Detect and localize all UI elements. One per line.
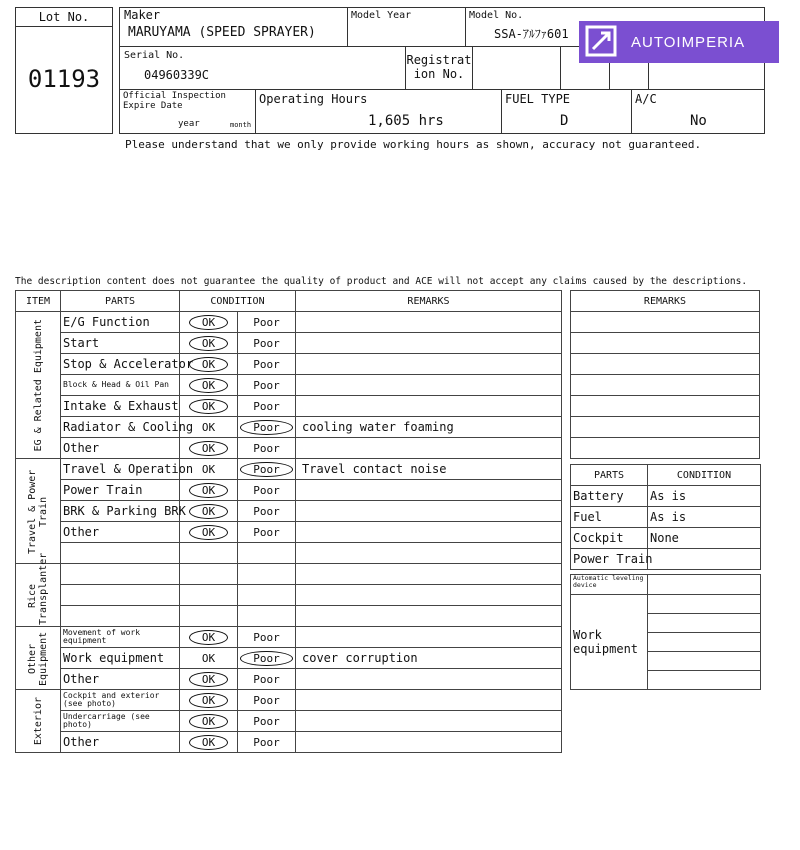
- table-row: [16, 690, 562, 711]
- inspection-label-1: Official Inspection: [123, 91, 226, 101]
- poor-option: [238, 354, 296, 375]
- item-group-text: Travel & Power Train: [27, 468, 49, 554]
- part-name: Start: [61, 333, 180, 354]
- remark: [296, 312, 562, 333]
- part-name: Other: [61, 522, 180, 543]
- poor-label: Poor: [253, 673, 280, 686]
- right-remarks-row: [571, 396, 760, 417]
- poor-label: Poor: [253, 358, 280, 371]
- poor-label: Poor: [253, 736, 280, 749]
- disclaimer: The description content does not guarantee the quality of product and ACE will not accept any claims caused by the descriptions.: [15, 276, 748, 287]
- item-group-label: [16, 552, 61, 627]
- part-name: [61, 606, 180, 627]
- poor-label: Poor: [253, 526, 280, 539]
- part-name: Intake & Exhaust: [61, 396, 180, 417]
- autoimperia-logo: [579, 21, 779, 63]
- right-part-condition: None: [648, 528, 761, 549]
- ok-label: OK: [201, 463, 216, 476]
- fuel-cell: [501, 89, 632, 134]
- auto-leveling-label: Automatic leveling device: [571, 575, 648, 595]
- inspection-cell: [119, 89, 256, 134]
- poor-option: [238, 564, 296, 585]
- ok-option: [180, 564, 238, 585]
- right-part-name: Battery: [571, 486, 648, 507]
- table-row: [16, 543, 562, 564]
- logo-text: AUTOIMPERIA: [631, 33, 746, 51]
- remark: [296, 354, 562, 375]
- work-equipment-value: [648, 633, 761, 652]
- remark: [296, 333, 562, 354]
- ok-option: [180, 711, 238, 732]
- remark: [296, 606, 562, 627]
- poor-label: Poor: [253, 316, 280, 329]
- ok-label: OK: [189, 357, 228, 372]
- poor-label: Poor: [253, 484, 280, 497]
- lot-value: 01193: [27, 65, 101, 93]
- item-group-text: Exterior: [32, 696, 44, 746]
- remarks-header: REMARKS: [296, 291, 562, 312]
- right-remarks-row: [571, 312, 760, 333]
- poor-option: [238, 669, 296, 690]
- table-row: [16, 606, 562, 627]
- maker-value: MARUYAMA (SPEED SPRAYER): [128, 25, 316, 40]
- registration-value-cell-1: [472, 46, 561, 90]
- work-equipment-value: [648, 595, 761, 614]
- item-group-text: Rice Transplanter: [27, 552, 49, 625]
- table-row: [16, 375, 562, 396]
- part-name: BRK & Parking BRK: [61, 501, 180, 522]
- model-year-label: Model Year: [351, 10, 412, 21]
- poor-label: Poor: [253, 694, 280, 707]
- table-row: [16, 417, 562, 438]
- ok-option: [180, 438, 238, 459]
- work-equipment-value: [648, 652, 761, 671]
- model-year-cell: [347, 7, 466, 47]
- registration-label-cell: [405, 46, 473, 90]
- poor-label: Poor: [253, 337, 280, 350]
- right-part-name: Power Train: [571, 549, 648, 570]
- right-part-name: Cockpit: [571, 528, 648, 549]
- right-part-condition: [648, 549, 761, 570]
- ac-label: A/C: [635, 92, 657, 106]
- ok-option: [180, 732, 238, 753]
- ok-option: [180, 648, 238, 669]
- remark: [296, 522, 562, 543]
- table-row: [16, 312, 562, 333]
- work-equipment-value: [648, 614, 761, 633]
- condition-header: CONDITION: [180, 291, 296, 312]
- poor-option: [238, 501, 296, 522]
- remark: cover corruption: [296, 648, 562, 669]
- working-hours-notice: Please understand that we only provide working hours as shown, accuracy not guaranteed.: [125, 138, 702, 151]
- model-no-value: SSA-ｱﾙﾌｧ601: [494, 27, 569, 41]
- poor-option: [238, 627, 296, 648]
- poor-option: [238, 438, 296, 459]
- table-row: [16, 354, 562, 375]
- ok-label: OK: [189, 483, 228, 498]
- right-work-equipment-table: [570, 574, 761, 690]
- hours-value: 1,605 hrs: [368, 113, 444, 129]
- ok-option: [180, 585, 238, 606]
- poor-label: Poor: [240, 651, 293, 666]
- ok-option: [180, 501, 238, 522]
- right-part-condition: As is: [648, 486, 761, 507]
- ac-value: No: [690, 113, 707, 129]
- poor-label: Poor: [253, 400, 280, 413]
- remark: [296, 375, 562, 396]
- ok-label: OK: [189, 378, 228, 393]
- table-row: [16, 396, 562, 417]
- right-remarks-header: REMARKS: [571, 291, 760, 312]
- right-parts-row: [571, 486, 761, 507]
- hours-cell: [255, 89, 502, 134]
- part-name: E/G Function: [61, 312, 180, 333]
- maker-cell: [119, 7, 348, 47]
- right-remarks-row: [571, 354, 760, 375]
- inspection-label-2: Expire Date: [123, 101, 183, 111]
- serial-cell: [119, 46, 406, 90]
- remark: [296, 543, 562, 564]
- ok-label: OK: [189, 693, 228, 708]
- serial-label: Serial No.: [124, 50, 185, 61]
- table-row: [16, 459, 562, 480]
- ok-label: OK: [189, 735, 228, 750]
- table-row: [16, 648, 562, 669]
- ok-option: [180, 543, 238, 564]
- ac-cell: [631, 89, 765, 134]
- table-row: [16, 501, 562, 522]
- hours-label: Operating Hours: [259, 92, 368, 106]
- item-group-text: Other Equipment: [27, 630, 49, 686]
- part-name: Radiator & Cooling: [61, 417, 180, 438]
- poor-label: Poor: [253, 442, 280, 455]
- work-equipment-value: [648, 671, 761, 690]
- lot-label-cell: [15, 7, 113, 27]
- ok-option: [180, 354, 238, 375]
- lot-label: Lot No.: [38, 10, 90, 24]
- ok-option: [180, 690, 238, 711]
- part-name: Cockpit and exterior (see photo): [61, 690, 180, 711]
- table-header-row: [16, 291, 562, 312]
- part-name: Other: [61, 732, 180, 753]
- part-name: [61, 543, 180, 564]
- poor-option: [238, 396, 296, 417]
- ok-option: [180, 606, 238, 627]
- poor-option: [238, 732, 296, 753]
- right-remarks-row: [571, 417, 760, 438]
- poor-label: Poor: [253, 631, 280, 644]
- remark: [296, 669, 562, 690]
- table-row: [16, 732, 562, 753]
- remark: Travel contact noise: [296, 459, 562, 480]
- item-group-label: [16, 459, 61, 564]
- part-name: [61, 564, 180, 585]
- poor-option: [238, 606, 296, 627]
- ok-option: [180, 312, 238, 333]
- remark: [296, 711, 562, 732]
- registration-label-2: ion No.: [413, 67, 465, 81]
- poor-option: [238, 522, 296, 543]
- right-parts-row: [571, 507, 761, 528]
- poor-option: [238, 480, 296, 501]
- ok-option: [180, 375, 238, 396]
- poor-label: Poor: [240, 420, 293, 435]
- poor-option: [238, 690, 296, 711]
- month-label: month: [230, 121, 252, 129]
- right-part-name: Fuel: [571, 507, 648, 528]
- ok-option: [180, 522, 238, 543]
- ok-label: OK: [189, 525, 228, 540]
- item-group-label: [16, 690, 61, 753]
- part-name: Undercarriage (see photo): [61, 711, 180, 732]
- remark: [296, 732, 562, 753]
- poor-option: [238, 543, 296, 564]
- poor-option: [238, 417, 296, 438]
- item-group-label: [16, 312, 61, 459]
- table-row: [16, 480, 562, 501]
- year-label: year: [178, 119, 200, 129]
- remark: [296, 627, 562, 648]
- right-remarks-row: [571, 375, 760, 396]
- ok-label: OK: [189, 441, 228, 456]
- auto-leveling-value: [648, 575, 761, 595]
- poor-label: Poor: [253, 505, 280, 518]
- parts-header: PARTS: [61, 291, 180, 312]
- item-group-label: [16, 627, 61, 690]
- poor-option: [238, 585, 296, 606]
- part-name: Travel & Operation: [61, 459, 180, 480]
- table-row: [16, 669, 562, 690]
- part-name: Other: [61, 438, 180, 459]
- remark: [296, 690, 562, 711]
- item-group-text: EG & Related Equipment: [32, 318, 44, 452]
- remark: [296, 438, 562, 459]
- ok-label: OK: [201, 652, 216, 665]
- right-remarks-table: [570, 290, 760, 459]
- right-remarks-row: [571, 438, 760, 459]
- ok-label: OK: [189, 315, 228, 330]
- ok-label: OK: [201, 421, 216, 434]
- ok-label: OK: [189, 336, 228, 351]
- fuel-value: D: [560, 113, 569, 129]
- lot-value-cell: [15, 26, 113, 134]
- ok-option: [180, 627, 238, 648]
- item-header: ITEM: [16, 291, 61, 312]
- maker-label: Maker: [124, 8, 161, 22]
- fuel-label: FUEL TYPE: [505, 92, 571, 106]
- work-equipment-label: Work equipment: [571, 595, 648, 690]
- part-name: [61, 585, 180, 606]
- right-remarks-row: [571, 333, 760, 354]
- ok-option: [180, 396, 238, 417]
- ok-label: OK: [189, 630, 228, 645]
- logo-mark-icon: [581, 21, 623, 63]
- table-row: [16, 438, 562, 459]
- ok-option: [180, 669, 238, 690]
- ok-label: OK: [189, 672, 228, 687]
- right-parts-table: [570, 464, 761, 570]
- ok-label: OK: [189, 504, 228, 519]
- part-name: Work equipment: [61, 648, 180, 669]
- part-name: Movement of work equipment: [61, 627, 180, 648]
- poor-option: [238, 333, 296, 354]
- table-row: [16, 333, 562, 354]
- remark: [296, 480, 562, 501]
- ok-option: [180, 480, 238, 501]
- poor-label: Poor: [253, 715, 280, 728]
- poor-option: [238, 375, 296, 396]
- table-row: [16, 711, 562, 732]
- ok-label: OK: [189, 714, 228, 729]
- ok-label: OK: [189, 399, 228, 414]
- right-parts-row: [571, 549, 761, 570]
- right-condition-header: CONDITION: [648, 465, 761, 486]
- poor-label: Poor: [253, 379, 280, 392]
- part-name: Stop & Accelerator: [61, 354, 180, 375]
- poor-option: [238, 711, 296, 732]
- remark: cooling water foaming: [296, 417, 562, 438]
- poor-option: [238, 459, 296, 480]
- model-no-label: Model No.: [469, 10, 524, 21]
- poor-label: Poor: [240, 462, 293, 477]
- serial-value: 04960339C: [144, 68, 210, 82]
- table-row: [16, 627, 562, 648]
- table-row: [16, 585, 562, 606]
- part-name: Power Train: [61, 480, 180, 501]
- part-name: Block & Head & Oil Pan: [61, 375, 180, 396]
- inspection-table: [15, 290, 562, 753]
- right-parts-header: PARTS: [571, 465, 648, 486]
- ok-option: [180, 333, 238, 354]
- remark: [296, 396, 562, 417]
- poor-option: [238, 312, 296, 333]
- remark: [296, 501, 562, 522]
- right-parts-row: [571, 528, 761, 549]
- table-row: [16, 522, 562, 543]
- remark: [296, 585, 562, 606]
- poor-option: [238, 648, 296, 669]
- right-part-condition: As is: [648, 507, 761, 528]
- table-row: [16, 564, 562, 585]
- registration-label-1: Registrat: [406, 53, 472, 67]
- part-name: Other: [61, 669, 180, 690]
- remark: [296, 564, 562, 585]
